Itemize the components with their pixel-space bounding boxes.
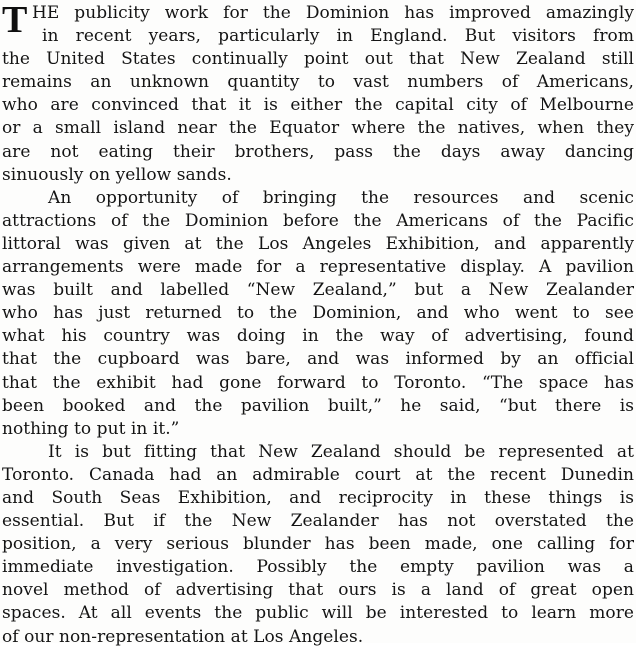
line-text: in recent years, particularly in England. But visitors from xyxy=(42,26,634,47)
line-text: who has just returned to the Dominion, and who went to see xyxy=(2,303,634,324)
paragraph-line xyxy=(2,325,634,348)
line-text: Toronto. Canada had an admirable court at the recent Dunedin xyxy=(2,464,634,485)
line-text: essential. But if the New Zealander has not overstated the xyxy=(2,511,634,532)
line-text: novel method of advertising that ours is a land of great open xyxy=(2,580,634,601)
paragraph-line xyxy=(2,48,634,71)
paragraph-line xyxy=(2,94,634,117)
paragraph-line xyxy=(2,441,634,464)
line-text: what his country was doing in the way of advertising, found xyxy=(2,326,634,347)
paragraph-line xyxy=(2,579,634,602)
paragraph-line xyxy=(2,395,634,418)
article-body xyxy=(2,2,634,649)
line-text: who are convinced that it is either the capital city of Melbourne xyxy=(2,95,634,116)
paragraph-line xyxy=(2,164,634,187)
line-text: It is but fitting that New Zealand should be represented at xyxy=(48,441,634,462)
paragraph-2 xyxy=(2,187,634,441)
paragraph-line xyxy=(2,533,634,556)
paragraph-line xyxy=(2,418,634,441)
line-text: immediate investigation. Possibly the empty pavilion was a xyxy=(2,557,634,578)
line-text: spaces. At all events the public will be interested to learn more xyxy=(2,603,634,624)
line-text: HE publicity work for the Dominion has improved amazingly xyxy=(32,3,634,23)
line-text: the United States continually point out that New Zealand still xyxy=(2,49,634,70)
line-text: are not eating their brothers, pass the days away dancing xyxy=(2,141,634,162)
paragraph-1 xyxy=(2,2,634,187)
paragraph-line xyxy=(2,556,634,579)
paragraph-line xyxy=(2,71,634,94)
paragraph-line xyxy=(2,464,634,487)
paragraph-line xyxy=(2,117,634,140)
paragraph-line xyxy=(2,372,634,395)
line-text: and South Seas Exhibition, and reciprocity in these things is xyxy=(2,487,634,508)
paragraph-line xyxy=(2,141,634,164)
paragraph-line xyxy=(2,279,634,302)
line-text: nothing to put in it.” xyxy=(2,418,180,439)
line-text: An opportunity of bringing the resources and scenic xyxy=(48,187,634,208)
line-text: arrangements were made for a representative display. A pavilion xyxy=(2,257,634,278)
paragraph-line xyxy=(2,187,634,210)
line-text: attractions of the Dominion before the Americans of the Pacific xyxy=(2,210,634,231)
paragraph-line xyxy=(2,348,634,371)
line-text: been booked and the pavilion built,” he said, “but there is xyxy=(2,395,634,416)
line-text: was built and labelled “New Zealand,” but a New Zealander xyxy=(2,280,634,301)
paragraph-line xyxy=(2,256,634,279)
drop-cap: T xyxy=(2,0,28,41)
line-text: of our non-representation at Los Angeles. xyxy=(2,626,364,647)
paragraph-line xyxy=(2,510,634,533)
paragraph-line xyxy=(2,602,634,625)
line-text: remains an unknown quantity to vast numbers of Americans, xyxy=(2,72,634,93)
paragraph-line xyxy=(2,626,634,649)
line-text: that the exhibit had gone forward to Toronto. “The space has xyxy=(2,372,634,393)
paragraph-3 xyxy=(2,441,634,649)
paragraph-line xyxy=(2,210,634,233)
paragraph-line xyxy=(2,302,634,325)
paragraph-line xyxy=(2,25,634,48)
line-text: or a small island near the Equator where the natives, when they xyxy=(2,118,634,139)
line-text: position, a very serious blunder has been made, one calling for xyxy=(2,534,634,555)
paragraph-line xyxy=(2,233,634,256)
line-text: littoral was given at the Los Angeles Exhibition, and apparently xyxy=(2,233,634,254)
paragraph-line xyxy=(2,487,634,510)
line-text: that the cupboard was bare, and was informed by an official xyxy=(2,349,634,370)
line-text: sinuously on yellow sands. xyxy=(2,164,232,185)
